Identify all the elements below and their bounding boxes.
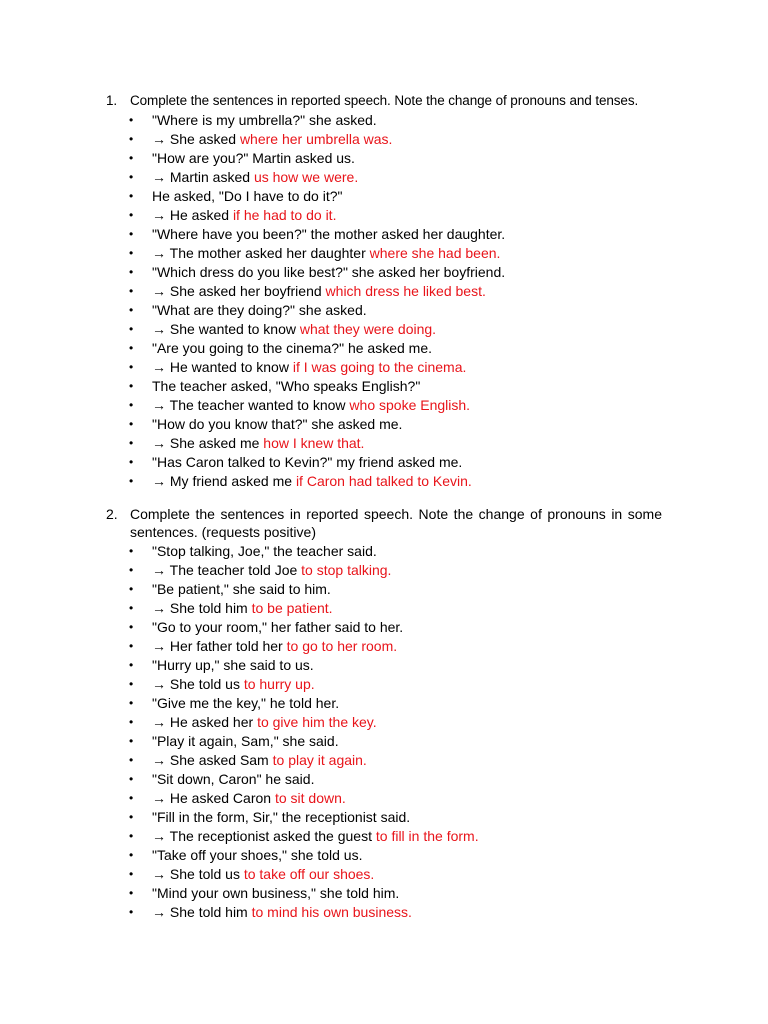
- question-item: [106, 884, 662, 903]
- bullet-icon: •: [129, 436, 134, 450]
- question-text: "Fill in the form, Sir," the receptionist said.: [152, 809, 411, 825]
- answer-text: to go to her room.: [286, 638, 398, 654]
- bullet-icon: •: [129, 658, 134, 672]
- bullet-icon: •: [129, 246, 134, 260]
- question-text: "Stop talking, Joe," the teacher said.: [152, 543, 377, 559]
- answer-item: [106, 472, 662, 491]
- answer-item: [106, 396, 662, 415]
- question-item: [106, 111, 662, 130]
- question-item: [106, 618, 662, 637]
- question-item: [106, 808, 662, 827]
- question-text: "How are you?" Martin asked us.: [152, 150, 355, 166]
- bullet-icon: •: [129, 544, 134, 558]
- answer-prefix: → She told him: [152, 600, 252, 616]
- exercise-2: [106, 505, 662, 922]
- answer-prefix: → Martin asked: [152, 169, 254, 185]
- answer-text: where her umbrella was.: [239, 131, 393, 147]
- answer-prefix: → He asked: [152, 207, 233, 223]
- question-text: "Where have you been?" the mother asked her daughter.: [152, 226, 506, 242]
- bullet-icon: •: [129, 886, 134, 900]
- bullet-icon: •: [129, 620, 134, 634]
- bullet-icon: •: [129, 753, 134, 767]
- answer-item: [106, 561, 662, 580]
- answer-prefix: → She told him: [152, 904, 252, 920]
- bullet-icon: •: [129, 455, 134, 469]
- bullet-icon: •: [129, 284, 134, 298]
- answer-text: who spoke English.: [349, 397, 471, 413]
- answer-item: [106, 637, 662, 656]
- answer-prefix: → The receptionist asked the guest: [152, 828, 376, 844]
- bullet-icon: •: [129, 265, 134, 279]
- bullet-icon: •: [129, 905, 134, 919]
- bullet-icon: •: [129, 829, 134, 843]
- answer-text: where she had been.: [369, 245, 501, 261]
- question-text: "Which dress do you like best?" she asked her boyfriend.: [152, 264, 506, 280]
- answer-item: [106, 675, 662, 694]
- question-item: [106, 656, 662, 675]
- answer-text: to mind his own business.: [251, 904, 412, 920]
- question-item: [106, 377, 662, 396]
- bullet-icon: •: [129, 322, 134, 336]
- answer-text: to give him the key.: [257, 714, 377, 730]
- bullet-icon: •: [129, 639, 134, 653]
- question-text: "Be patient," she said to him.: [152, 581, 331, 597]
- answer-prefix: → She told us: [152, 866, 244, 882]
- question-text: "Has Caron talked to Kevin?" my friend asked me.: [152, 454, 463, 470]
- answer-item: [106, 751, 662, 770]
- question-text: "Mind your own business," she told him.: [152, 885, 400, 901]
- bullet-icon: •: [129, 696, 134, 710]
- question-text: He asked, "Do I have to do it?": [152, 188, 343, 204]
- answer-prefix: → He asked Caron: [152, 790, 275, 806]
- answer-item: [106, 244, 662, 263]
- answer-item: [106, 168, 662, 187]
- answer-prefix: → She told us: [152, 676, 244, 692]
- answer-prefix: → He asked her: [152, 714, 258, 730]
- bullet-icon: •: [129, 151, 134, 165]
- bullet-icon: •: [129, 227, 134, 241]
- bullet-icon: •: [129, 398, 134, 412]
- answer-text: if I was going to the cinema.: [292, 359, 467, 375]
- answer-prefix: → She asked: [152, 131, 240, 147]
- question-text: "What are they doing?" she asked.: [152, 302, 367, 318]
- answer-item: [106, 865, 662, 884]
- answer-text: if Caron had talked to Kevin.: [295, 473, 472, 489]
- bullet-icon: •: [129, 417, 134, 431]
- answer-item: [106, 827, 662, 846]
- instruction-text: Complete the sentences in reported speech. Note the change of pronouns and tenses.: [130, 93, 639, 108]
- answer-prefix: → Her father told her: [152, 638, 287, 654]
- question-item: [106, 339, 662, 358]
- answer-prefix: → She asked her boyfriend: [152, 283, 326, 299]
- answer-text: us how we were.: [253, 169, 359, 185]
- exercise-1-instruction: [106, 92, 662, 110]
- answer-item: [106, 789, 662, 808]
- bullet-icon: •: [129, 474, 134, 488]
- question-text: "Go to your room," her father said to her.: [152, 619, 404, 635]
- exercise-1: [106, 92, 662, 491]
- answer-text: to sit down.: [274, 790, 346, 806]
- bullet-icon: •: [129, 113, 134, 127]
- answer-text: how I knew that.: [263, 435, 365, 451]
- bullet-icon: •: [129, 341, 134, 355]
- question-item: [106, 415, 662, 434]
- answer-prefix: → She wanted to know: [152, 321, 300, 337]
- answer-prefix: → The teacher told Joe: [152, 562, 302, 578]
- question-item: [106, 542, 662, 561]
- exercise-number: 1.: [106, 93, 118, 108]
- answer-text: to hurry up.: [243, 676, 315, 692]
- bullet-icon: •: [129, 208, 134, 222]
- question-item: [106, 694, 662, 713]
- answer-item: [106, 713, 662, 732]
- answer-text: to fill in the form.: [375, 828, 479, 844]
- answer-prefix: → The mother asked her daughter: [152, 245, 370, 261]
- answer-item: [106, 358, 662, 377]
- bullet-icon: •: [129, 848, 134, 862]
- bullet-icon: •: [129, 715, 134, 729]
- answer-text: which dress he liked best.: [325, 283, 486, 299]
- question-text: "How do you know that?" she asked me.: [152, 416, 403, 432]
- question-item: [106, 149, 662, 168]
- question-text: "Give me the key," he told her.: [152, 695, 340, 711]
- answer-item: [106, 206, 662, 225]
- question-text: "Hurry up," she said to us.: [152, 657, 314, 673]
- bullet-icon: •: [129, 360, 134, 374]
- answer-text: to be patient.: [251, 600, 333, 616]
- exercise-number: 2.: [106, 506, 118, 522]
- question-item: [106, 770, 662, 789]
- answer-prefix: → She asked me: [152, 435, 264, 451]
- bullet-icon: •: [129, 379, 134, 393]
- bullet-icon: •: [129, 867, 134, 881]
- instruction-text: Complete the sentences in reported speech. Note the change of pronouns in some sentences. (requests positive): [130, 506, 662, 540]
- bullet-icon: •: [129, 303, 134, 317]
- answer-item: [106, 434, 662, 453]
- bullet-icon: •: [129, 132, 134, 146]
- question-item: [106, 453, 662, 472]
- bullet-icon: •: [129, 189, 134, 203]
- bullet-icon: •: [129, 791, 134, 805]
- answer-prefix: → The teacher wanted to know: [152, 397, 350, 413]
- answer-item: [106, 599, 662, 618]
- bullet-icon: •: [129, 582, 134, 596]
- question-text: The teacher asked, "Who speaks English?": [152, 378, 421, 394]
- bullet-icon: •: [129, 170, 134, 184]
- answer-item: [106, 282, 662, 301]
- exercise-2-instruction: [106, 505, 662, 541]
- answer-item: [106, 320, 662, 339]
- answer-item: [106, 130, 662, 149]
- question-item: [106, 732, 662, 751]
- bullet-icon: •: [129, 601, 134, 615]
- question-item: [106, 225, 662, 244]
- exercise-1-list: [106, 111, 662, 491]
- question-text: "Sit down, Caron" he said.: [152, 771, 315, 787]
- question-item: [106, 301, 662, 320]
- exercise-2-list: [106, 542, 662, 922]
- question-item: [106, 580, 662, 599]
- answer-item: [106, 903, 662, 922]
- answer-text: to play it again.: [272, 752, 367, 768]
- answer-prefix: → He wanted to know: [152, 359, 293, 375]
- bullet-icon: •: [129, 810, 134, 824]
- question-item: [106, 263, 662, 282]
- question-item: [106, 187, 662, 206]
- bullet-icon: •: [129, 563, 134, 577]
- answer-text: what they were doing.: [299, 321, 437, 337]
- bullet-icon: •: [129, 677, 134, 691]
- answer-prefix: → She asked Sam: [152, 752, 273, 768]
- question-item: [106, 846, 662, 865]
- question-text: "Play it again, Sam," she said.: [152, 733, 339, 749]
- answer-text: if he had to do it.: [232, 207, 337, 223]
- bullet-icon: •: [129, 734, 134, 748]
- answer-prefix: → My friend asked me: [152, 473, 296, 489]
- answer-text: to take off our shoes.: [243, 866, 375, 882]
- question-text: "Take off your shoes," she told us.: [152, 847, 363, 863]
- question-text: "Are you going to the cinema?" he asked me.: [152, 340, 432, 356]
- bullet-icon: •: [129, 772, 134, 786]
- question-text: "Where is my umbrella?" she asked.: [152, 112, 377, 128]
- answer-text: to stop talking.: [301, 562, 392, 578]
